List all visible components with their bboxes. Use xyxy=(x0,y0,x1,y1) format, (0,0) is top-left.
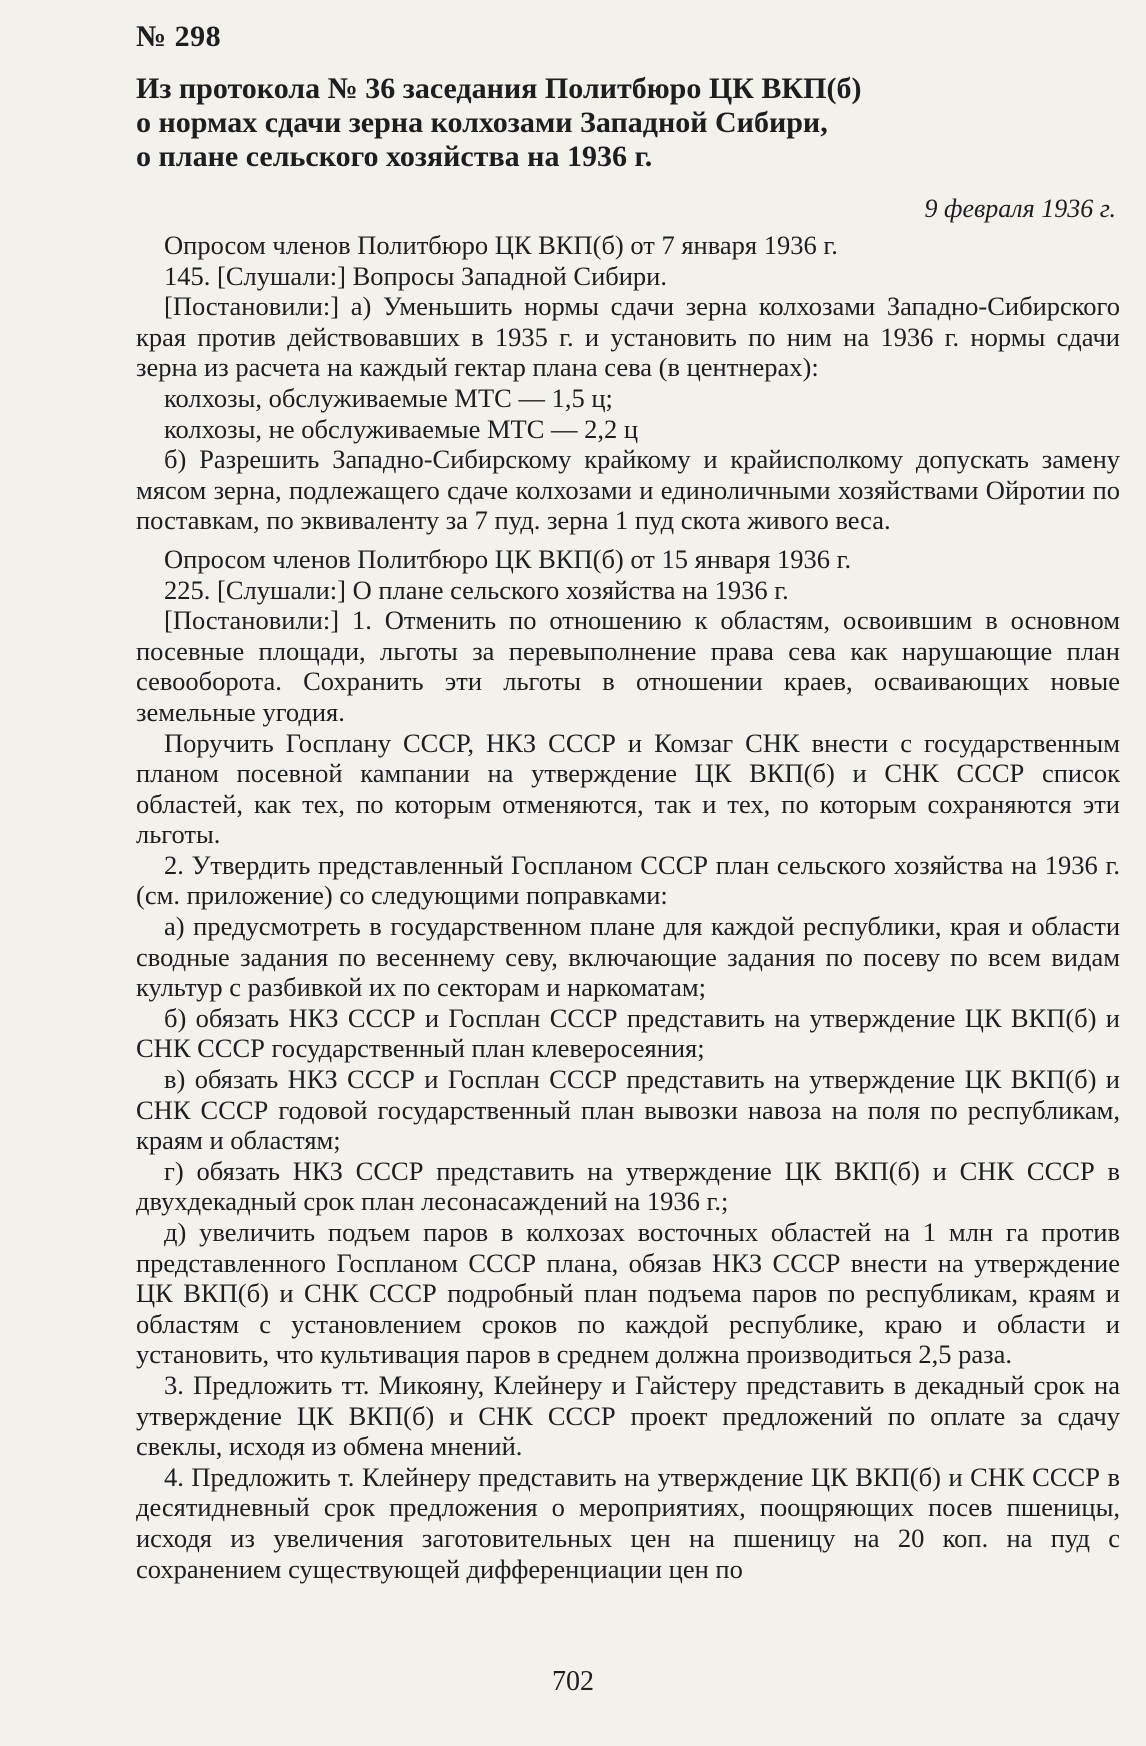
paragraph: 4. Предложить т. Клейнеру представить на утверждение ЦК ВКП(б) и СНК СССР в десятидневный срок предложения о мероприятиях, поощряющих посев пшеницы, исходя из увеличения заготовительных цен на пшеницу на 20 коп. на пуд с сохранением существующей дифференциации цен по xyxy=(136,1461,1120,1584)
paragraph: [Постановили:] а) Уменьшить нормы сдачи зерна колхозами Западно-Сибирского края против действовавших в 1935 г. и установить по ним на 1936 г. нормы сдачи зерна из расчета на каждый гектар плана сева (в центнерах): xyxy=(136,291,1120,383)
paragraph: б) Разрешить Западно-Сибирскому крайкому и крайисполкому допускать замену мясом зерна, подлежащего сдаче колхозами и единоличными хозяйствами Ойротии по поставкам, по эквиваленту за 7 пуд. зерна 1 пуд скота живого веса. xyxy=(136,444,1120,536)
paragraph: 2. Утвердить представленный Госпланом СССР план сельского хозяйства на 1936 г. (см. приложение) со следующими поправками: xyxy=(136,849,1120,911)
title-line: Из протокола № 36 заседания Политбюро ЦК ВКП(б) xyxy=(136,72,862,105)
paragraph: в) обязать НКЗ СССР и Госплан СССР представить на утверждение ЦК ВКП(б) и СНК СССР годовой государственный план вывозки навоза на поля по республикам, краям и областям; xyxy=(136,1064,1120,1156)
paragraph: Опросом членов Политбюро ЦК ВКП(б) от 7 января 1936 г. xyxy=(164,230,838,260)
document-date: 9 февраля 1936 г. xyxy=(924,194,1116,223)
paragraph: [Постановили:] 1. Отменить по отношению к областям, освоившим в основном посевные площади, льготы за перевыполнение права сева как нарушающие план севооборота. Сохранить эти льготы в отношении краев, осваивающих новые земельные угодия. xyxy=(136,605,1120,727)
paragraph: Опросом членов Политбюро ЦК ВКП(б) от 15 января 1936 г. xyxy=(164,543,852,574)
norm-line: колхозы, не обслуживаемые МТС — 2,2 ц xyxy=(164,413,639,444)
document-number: № 298 xyxy=(136,20,222,53)
document-title xyxy=(136,72,996,174)
page-number: 702 xyxy=(552,1666,594,1697)
paragraph: д) увеличить подъем паров в колхозах восточных областей на 1 млн га против представленного Госпланом СССР плана, обязав НКЗ СССР внести на утверждение ЦК ВКП(б) и СНК СССР подробный план подъема паров по республикам, краям и областям с установлением сроков по каждой республике, краю и области и установить, что культивация паров в среднем должна производиться 2,5 раза. xyxy=(136,1217,1120,1370)
paragraph: 225. [Слушали:] О плане сельского хозяйства на 1936 г. xyxy=(164,574,789,605)
paragraph: Поручить Госплану СССР, НКЗ СССР и Комзаг СНК внести с государственным планом посевной кампании на утверждение ЦК ВКП(б) и СНК СССР список областей, как тех, по которым отменяются, так и тех, по которым сохраняются эти льготы. xyxy=(136,727,1120,850)
norm-line: колхозы, обслуживаемые МТС — 1,5 ц; xyxy=(164,382,613,413)
title-line: о нормах сдачи зерна колхозами Западной Сибири, xyxy=(136,106,828,139)
paragraph: 145. [Слушали:] Вопросы Западной Сибири. xyxy=(164,260,667,291)
paragraph: а) предусмотреть в государственном плане для каждой республики, края и области сводные задания по весеннему севу, включающие задания по посеву по всем видам культур с разбивкой их по секторам и наркоматам; xyxy=(136,911,1120,1003)
paragraph: г) обязать НКЗ СССР представить на утверждение ЦК ВКП(б) и СНК СССР в двухдекадный срок план лесонасаждений на 1936 г.; xyxy=(136,1155,1120,1217)
title-line: о плане сельского хозяйства на 1936 г. xyxy=(136,140,653,173)
paragraph: 3. Предложить тт. Микояну, Клейнеру и Гайстеру представить в декадный срок на утверждение ЦК ВКП(б) и СНК СССР проект предложений по оплате за сдачу свеклы, исходя из обмена мнений. xyxy=(136,1369,1120,1462)
document-body xyxy=(136,230,1120,1584)
paragraph: б) обязать НКЗ СССР и Госплан СССР представить на утверждение ЦК ВКП(б) и СНК СССР государственный план клеверосеяния; xyxy=(136,1002,1120,1064)
